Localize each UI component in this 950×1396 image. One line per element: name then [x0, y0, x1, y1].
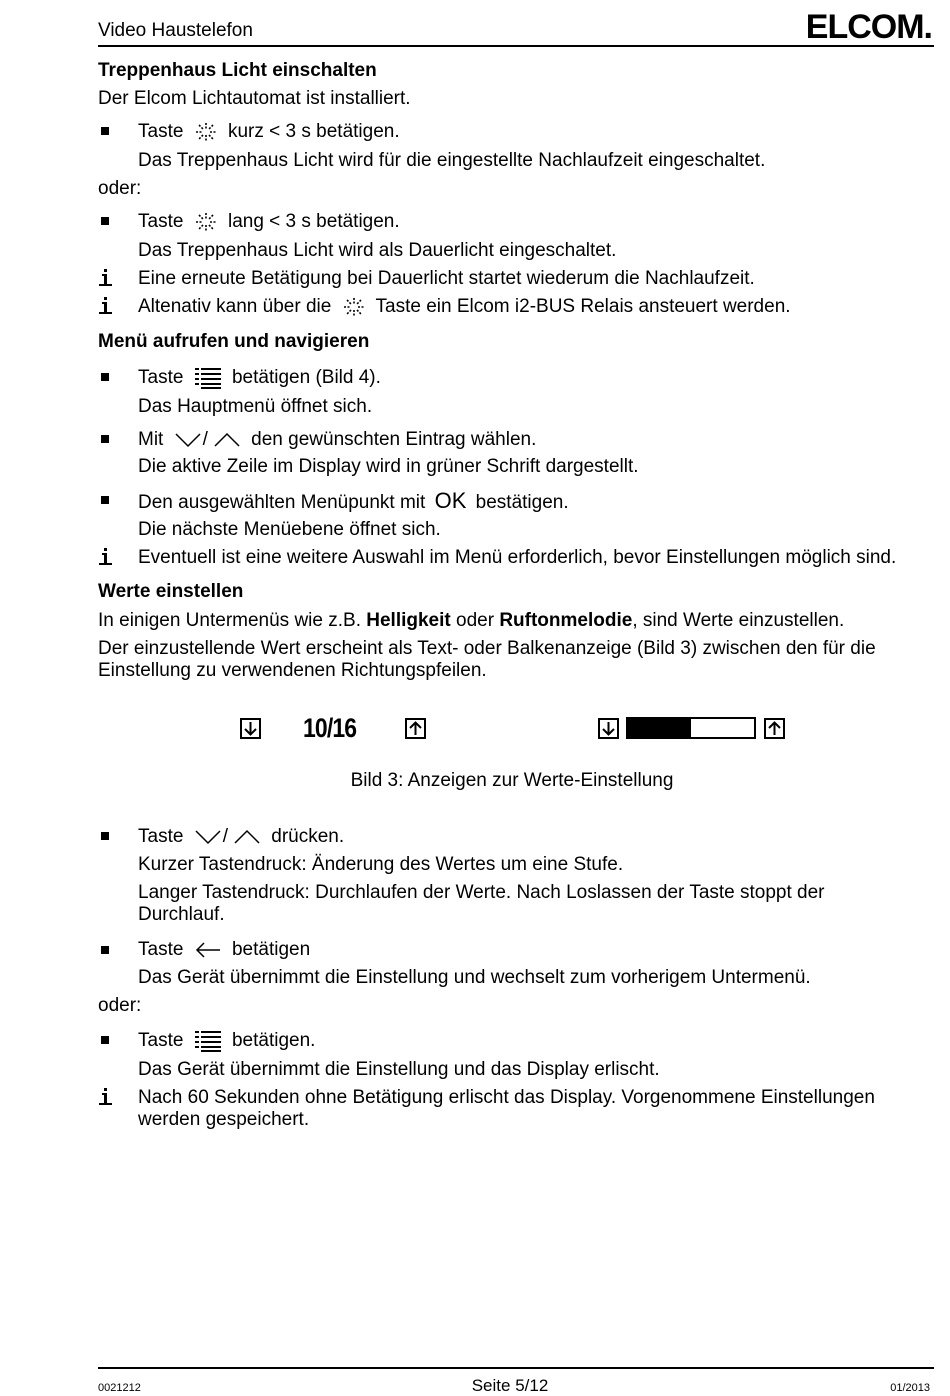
- instruction-line: Taste kurz < 3 s betätigen.: [138, 121, 400, 142]
- instruction-line: Taste lang < 3 s betätigen.: [138, 211, 400, 232]
- chevron-down-icon: [195, 829, 221, 845]
- bullet: [101, 496, 109, 504]
- document-date: 01/2013: [890, 1382, 930, 1394]
- chevron-up-icon: [214, 432, 240, 448]
- value-bar-fill: [628, 719, 691, 737]
- info-note: werden gespeichert.: [138, 1109, 310, 1130]
- bullet: [101, 435, 109, 443]
- section-intro: Der Elcom Lichtautomat ist installiert.: [98, 88, 411, 109]
- page-number: Seite 5/12: [471, 1376, 549, 1395]
- header-divider: [98, 45, 934, 47]
- info-icon: [99, 1088, 112, 1106]
- oder-label: oder:: [98, 178, 142, 199]
- menu-icon: [195, 367, 221, 389]
- light-icon: [343, 297, 365, 317]
- instruction-line: Taste betätigen (Bild 4).: [138, 367, 381, 389]
- instruction-result: Das Treppenhaus Licht wird als Dauerlicht eingeschaltet.: [138, 240, 617, 261]
- paragraph: Der einzustellende Wert erscheint als Text- oder Balkenanzeige (Bild 3) zwischen den für die: [98, 638, 876, 659]
- section-heading-light: Treppenhaus Licht einschalten: [98, 60, 377, 81]
- section-heading-values: Werte einstellen: [98, 581, 244, 602]
- bullet: [101, 832, 109, 840]
- instruction-line: Mit / den gewünschten Eintrag wählen.: [138, 429, 537, 450]
- instruction-line: Den ausgewählten Menüpunkt mit OK bestätigen.: [138, 488, 569, 513]
- section-heading-menu: Menü aufrufen und navigieren: [98, 331, 370, 352]
- arrow-up-key-icon: [764, 718, 785, 739]
- ok-key-label: OK: [434, 488, 467, 513]
- info-icon: [99, 269, 112, 287]
- instruction-result: Die nächste Menüebene öffnet sich.: [138, 519, 441, 540]
- arrow-down-key-icon: [598, 718, 619, 739]
- instruction-result: Das Gerät übernimmt die Einstellung und wechselt zum vorherigem Untermenü.: [138, 967, 811, 988]
- instruction-result: Die aktive Zeile im Display wird in grüner Schrift dargestellt.: [138, 456, 639, 477]
- instruction-result: Durchlauf.: [138, 904, 225, 925]
- instruction-line: Taste betätigen.: [138, 1030, 316, 1052]
- arrow-up-key-icon: [405, 718, 426, 739]
- info-note: Eine erneute Betätigung bei Dauerlicht startet wiederum die Nachlaufzeit.: [138, 268, 755, 289]
- bullet: [101, 1036, 109, 1044]
- menu-icon: [195, 1030, 221, 1052]
- instruction-result: Kurzer Tastendruck: Änderung des Wertes um eine Stufe.: [138, 854, 624, 875]
- figure-caption: Bild 3: Anzeigen zur Werte-Einstellung: [350, 770, 674, 791]
- value-text-display: 10/16: [303, 713, 357, 743]
- instruction-line: Taste betätigen: [138, 939, 311, 960]
- arrow-down-key-icon: [240, 718, 261, 739]
- oder-label: oder:: [98, 995, 142, 1016]
- elcom-logo: ELCOM.: [805, 8, 932, 46]
- document-number: 0021212: [98, 1382, 141, 1394]
- bullet: [101, 946, 109, 954]
- chevron-down-icon: [175, 432, 201, 448]
- info-icon: [99, 297, 112, 315]
- header-title: Video Haustelefon: [98, 20, 253, 41]
- instruction-result: Das Treppenhaus Licht wird für die eingestellte Nachlaufzeit eingeschaltet.: [138, 150, 766, 171]
- instruction-result: Das Gerät übernimmt die Einstellung und das Display erlischt.: [138, 1059, 660, 1080]
- value-bar-display: [626, 717, 756, 739]
- info-note: Altenativ kann über die Taste ein Elcom i2-BUS Relais ansteuert werden.: [138, 296, 791, 317]
- instruction-result: Langer Tastendruck: Durchlaufen der Werte. Nach Loslassen der Taste stoppt der: [138, 882, 825, 903]
- footer-divider: [98, 1367, 934, 1369]
- bullet: [101, 373, 109, 381]
- chevron-up-icon: [234, 829, 260, 845]
- info-note: Nach 60 Sekunden ohne Betätigung erlischt das Display. Vorgenommene Einstellungen: [138, 1087, 875, 1108]
- paragraph: Einstellung zu verwendenen Richtungspfeilen.: [98, 660, 487, 681]
- light-icon: [195, 122, 217, 142]
- back-arrow-icon: [195, 942, 221, 958]
- info-icon: [99, 548, 112, 566]
- info-note: Eventuell ist eine weitere Auswahl im Menü erforderlich, bevor Einstellungen möglich sind.: [138, 547, 897, 568]
- bullet: [101, 127, 109, 135]
- bullet: [101, 217, 109, 225]
- instruction-result: Das Hauptmenü öffnet sich.: [138, 396, 373, 417]
- paragraph: In einigen Untermenüs wie z.B. Helligkeit oder Ruftonmelodie, sind Werte einzustellen.: [98, 610, 845, 631]
- instruction-line: Taste / drücken.: [138, 826, 345, 847]
- light-icon: [195, 212, 217, 232]
